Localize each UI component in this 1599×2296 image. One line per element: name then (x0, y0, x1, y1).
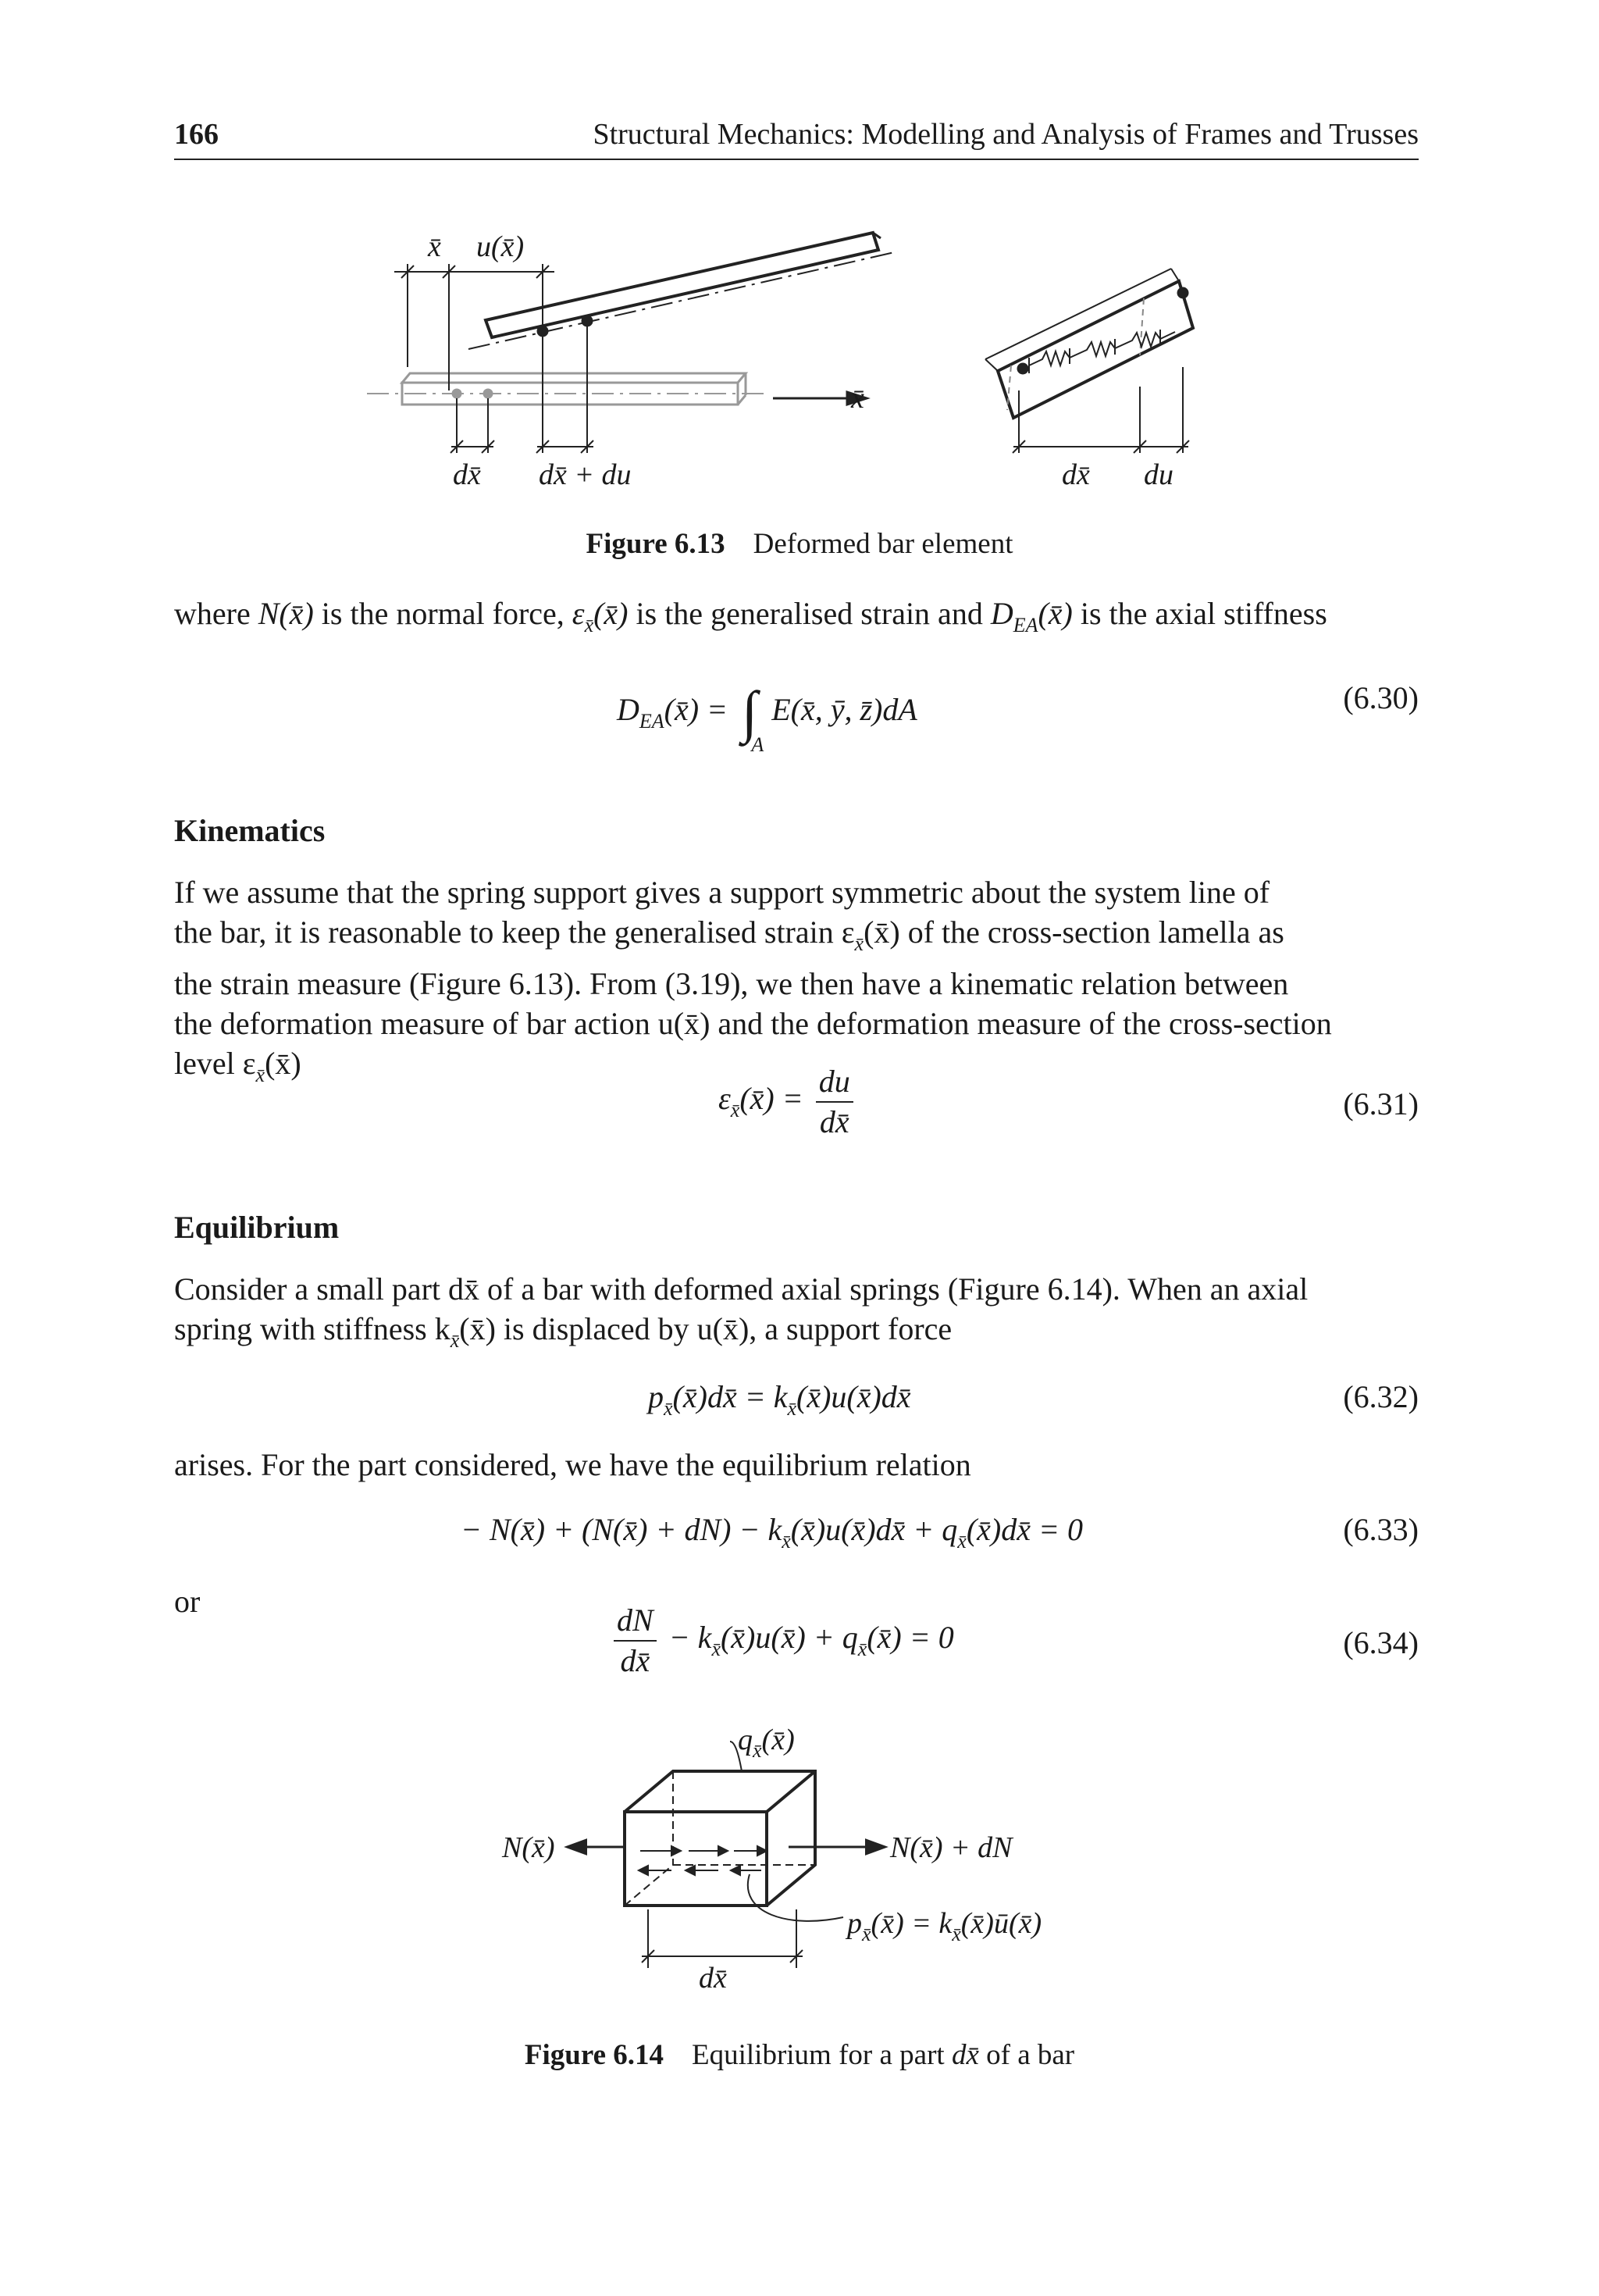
spring-detail-box (985, 269, 1193, 418)
label-dx-right: dx̄ (1062, 458, 1090, 491)
bar-part-front (625, 1812, 767, 1906)
label-x-axis: x̄ (851, 382, 864, 415)
deformed-bar (468, 233, 898, 349)
caption-label: Figure 6.13 (586, 528, 725, 560)
equation-6-34: $\frac{dN}{dx̄}$ − $k_{x̄}(x̄)u(x̄)$ + $q_{x̄}(x̄) = 0$ (609, 1601, 954, 1681)
equation-number-6-33: (6.33) (1343, 1512, 1419, 1547)
label-x-bar: x̄ (428, 230, 441, 263)
equation-6-33: − N(x̄) + (N(x̄) + $dN) - k_{x̄}(x̄)u(x̄)dx̄$ + $q_{x̄}(x̄)dx̄ = 0$ (461, 1512, 1083, 1553)
label-p: $p_{x̄}(x̄)$ = $k_{x̄}(x̄)ū(x̄)$ (847, 1907, 1042, 1945)
figure-6-14 (0, 1718, 1599, 2015)
figure-6-14-caption: Figure 6.14 Equilibrium for a part dx̄ of a bar (524, 2039, 1075, 2071)
label-u-x: u(x̄) (476, 230, 525, 263)
equation-6-30: $D_{EA}(x̄) = \int_A$ E(x̄, ȳ, z̄)dA (617, 680, 917, 756)
label-dx-plus-du: dx̄ + du (539, 458, 632, 491)
caption-text: Deformed bar element (753, 528, 1013, 560)
label-N-right: N(x̄) + dN (890, 1831, 1013, 1864)
paragraph-arises: arises. For the part considered, we have the equilibrium relation (174, 1447, 971, 1482)
caption-label: Figure 6.14 (524, 2039, 664, 2071)
undeformed-bar (367, 373, 765, 405)
label-dx: dx̄ (699, 1962, 727, 1995)
label-du-right: du (1144, 458, 1173, 491)
paragraph-intro: where N(x̄) is the normal force, $\varepsilon_{x̄}(x̄)$ is the generalised strain and $D_{EA}(x̄)$ is the axial stiffness (174, 596, 1327, 636)
label-q: $q_{x̄}(x̄)$ (738, 1724, 795, 1762)
paragraph-equilibrium: Consider a small part dx̄ of a bar with deformed axial springs (Figure 6.14). When an axial spring with stiffness $k_{x̄}(x̄)$ is displaced by u(x̄), a support force (174, 1271, 1309, 1352)
equation-6-31: $\varepsilon_{x̄}(x̄)$ = $\frac{du}{dx̄}$ (718, 1062, 858, 1142)
equation-number-6-30: (6.30) (1343, 680, 1419, 715)
label-dx: dx̄ (453, 458, 481, 491)
q-arrows (640, 1846, 767, 1856)
label-N-left: N(x̄) (502, 1831, 555, 1864)
heading-equilibrium: Equilibrium (174, 1210, 340, 1245)
running-title: Structural Mechanics: Modelling and Analysis of Frames and Trusses (593, 118, 1419, 151)
paragraph-kinematics: If we assume that the spring support gives a support symmetric about the system line of the bar, it is reasonable to keep the generalised strain $\varepsilon_{x̄}(x̄)$ of the cross-section lamella as the strain measure (Figure 6.13). From (3.19), we then have a kinematic relation between the deformation measure of bar action u(x̄) and the deformation measure of the cross-section level $\varepsilon_{x̄}(x̄)$ (174, 875, 1332, 1086)
header-rule (174, 159, 1419, 160)
page-number: 166 (174, 118, 219, 151)
equation-6-32: $p_{x̄}(x̄)dx̄$ = $k_{x̄}(x̄)u(x̄)dx̄$ (648, 1379, 911, 1420)
equation-number-6-34: (6.34) (1343, 1625, 1419, 1660)
figure-6-13-caption (0, 527, 1599, 561)
figure-6-13 (0, 219, 1599, 515)
right-dimensions (1013, 367, 1189, 453)
equation-number-6-31: (6.31) (1343, 1086, 1419, 1121)
p-arrows (639, 1866, 761, 1875)
bottom-dimensions (450, 326, 593, 453)
equation-number-6-32: (6.32) (1343, 1379, 1419, 1414)
word-or: or (174, 1584, 201, 1619)
heading-kinematics: Kinematics (174, 813, 326, 848)
